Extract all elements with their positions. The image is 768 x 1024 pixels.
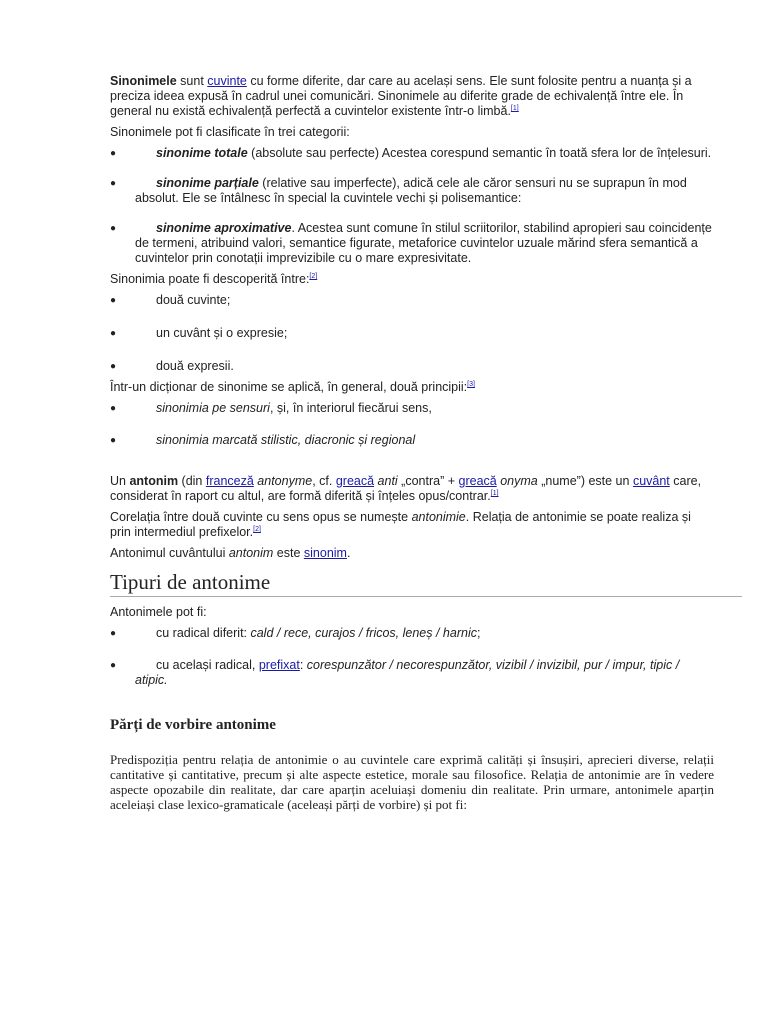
list-item: ● cu radical diferit: cald / rece, curajos / fricos, leneș / harnic;	[110, 626, 481, 640]
types-intro: Antonimele pot fi:	[110, 605, 207, 619]
antonymy-paragraph: Corelația între două cuvinte cu sens opus se numește antonimie. Relația de antonimie se poate realiza și prin intermediul prefixelor.[2]	[110, 510, 691, 539]
footnote-ref	[309, 273, 317, 280]
article-body	[110, 74, 714, 812]
list-item: ● sinonimia marcată stilistic, diacronic și regional	[110, 433, 416, 447]
ref-link-4[interactable]: [1]	[490, 490, 499, 497]
list-item: ● sinonime aproximative. Acestea sunt comune în stilul scriitorilor, stabilind apropieri sau coincidențe de termeni, atribuind valori, semantice figurate, metaforice cuvintelor uzuale mărind sfera semantică a cuvintelor prin conotații imprevizibile cu o mare expresivitate.	[110, 221, 712, 265]
bullet-icon: ●	[110, 660, 117, 671]
category-term: sinonime totale	[156, 146, 248, 160]
list-item: ● două expresii.	[110, 359, 234, 373]
bullet-icon: ●	[110, 328, 117, 339]
link-greaca[interactable]: greacă	[335, 474, 375, 488]
ref-link-3[interactable]: [3]	[467, 381, 475, 388]
link-cuvant[interactable]: cuvânt	[632, 474, 670, 488]
bullet-icon: ●	[110, 295, 117, 306]
parts-paragraph: Predispoziția pentru relația de antonimie o au cuvintele care exprimă calități și însușiri, aprecieri diverse, relații cantitative și cantitative, precum și alte aspecte estetice, morale sau filosofice. Relația de antonimie are în vedere aspecte opozabile din realitate, dar care aparțin aceluiași domeniu din realitate. Prin urmare, antonimele aparțin aceleiași clase lexico-gramaticale (aceleași părți de vorbire) și pot fi:	[110, 752, 714, 812]
ref-link-5[interactable]: [2]	[253, 526, 261, 533]
ref-link-2[interactable]: [2]	[309, 273, 318, 280]
list-item: ● sinonime parțiale (relative sau imperfecte), adică cele ale căror sensuri nu se suprapun în mod absolut. Ele se întâlnesc în special la cuvintele vechi și polisemantice:	[110, 176, 687, 205]
bullet-icon: ●	[110, 148, 117, 159]
antonym-of-antonym: Antonimul cuvântului antonim este sinonim.	[110, 546, 351, 560]
bullet-icon: ●	[110, 361, 117, 372]
bullet-icon: ●	[110, 178, 117, 189]
footnote-ref	[467, 381, 475, 388]
types-list	[110, 626, 714, 688]
category-term: sinonime parțiale	[156, 176, 259, 190]
bullet-icon: ●	[110, 628, 117, 639]
list-item: ● cu același radical, prefixat: corespunzător / necorespunzător, vizibil / invizibil, pur / impur, tipic / atipic.	[110, 658, 680, 687]
link-cuvinte[interactable]: cuvinte	[207, 74, 247, 88]
bullet-icon: ●	[110, 435, 117, 446]
bullet-icon: ●	[110, 403, 117, 414]
dictionary-paragraph: Într-un dicționar de sinonime se aplică, în general, două principii:[3]	[110, 380, 475, 394]
subsection-heading: Părți de vorbire antonime	[110, 717, 276, 733]
footnote-ref	[491, 490, 499, 497]
term-sinonimele: Sinonimele	[110, 74, 177, 88]
antonym-definition: Un antonim (din franceză antonyme, cf. greacă anti „contra” + greacă onyma „nume”) este un cuvânt care, considerat în raport cu altul, are formă diferită și înțeles opus/contrar.[1]	[110, 474, 702, 503]
categories-list	[110, 146, 714, 266]
intro-paragraph: Sinonimele sunt cuvinte cu forme diferite, dar care au același sens. Ele sunt folosite pentru a nuanța și a preciza ideea expusă în cadrul unei comunicări. Sinonimele au diferite grade de echivalență între ele. În general nu există echivalență perfectă a cuvintelor existente într-o limbă.[1]	[110, 74, 692, 118]
category-term: sinonime aproximative	[156, 221, 292, 235]
list-item: ● două cuvinte;	[110, 293, 231, 307]
list-item: ● sinonimia pe sensuri, și, în interiorul fiecărui sens,	[110, 401, 432, 415]
section-heading: Tipuri de antonime	[110, 570, 742, 597]
footnote-ref	[253, 526, 261, 533]
footnote-ref	[511, 105, 519, 112]
term-antonim: antonim	[129, 474, 179, 488]
discovery-paragraph: Sinonimia poate fi descoperită între:[2]	[110, 272, 318, 286]
ref-link-1[interactable]: [1]	[510, 105, 519, 112]
link-prefixat[interactable]: prefixat	[258, 658, 300, 672]
list-item: ● sinonime totale (absolute sau perfecte) Acestea corespund semantic în toată sfera lor de înțelesuri.	[110, 146, 712, 160]
discovery-list	[110, 293, 714, 374]
list-item: ● un cuvânt și o expresie;	[110, 326, 288, 340]
link-sinonim[interactable]: sinonim	[303, 546, 347, 560]
categories-intro: Sinonimele pot fi clasificate în trei categorii:	[110, 125, 350, 139]
link-franceza[interactable]: franceză	[205, 474, 254, 488]
bullet-icon: ●	[110, 223, 117, 234]
link-greaca-2[interactable]: greacă	[458, 474, 497, 488]
dictionary-list	[110, 401, 714, 448]
